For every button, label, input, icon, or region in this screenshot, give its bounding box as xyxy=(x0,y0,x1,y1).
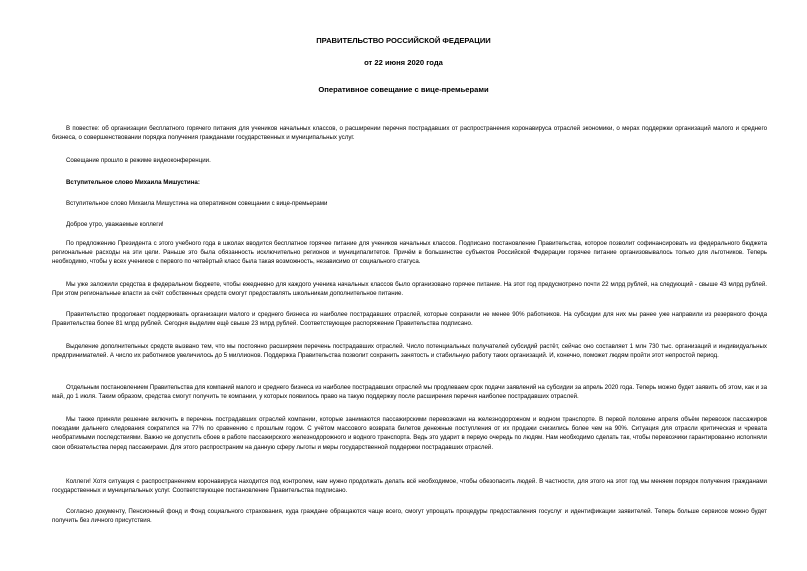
paragraph-format: Совещание прошло в режиме видеоконференции. xyxy=(66,157,211,164)
paragraph-intro-caption: Вступительное слово Михаила Мишустина на оперативном совещании с вице-премьерами xyxy=(66,200,328,207)
document-title: Оперативное совещание с вице-премьерами xyxy=(318,85,489,94)
paragraph-intro-heading: Вступительное слово Михаила Мишустина: xyxy=(66,179,200,186)
paragraph-greeting: Доброе утро, уважаемые коллеги! xyxy=(66,221,164,228)
document-date: от 22 июня 2020 года xyxy=(364,58,443,67)
paragraph-school-meals: По предложению Президента с этого учебного года в школах вводится бесплатное горячее питание для учеников начальных классов. Подписано постановление Правительства, которое позволит софинансировать из федерального бюджета региональные расходы на эти цели. Раньше это была обязанность исключительно регионов и муниципалитетов. Причём в большинстве субъектов Российской Федерации горячее питание организовывалось только для льготников. Теперь необходимо, чтобы у всех учеников с первого по четвёртый класс была такая возможность, независимо от социального статуса. xyxy=(52,240,767,266)
document-org-title: ПРАВИТЕЛЬСТВО РОССИЙСКОЙ ФЕДЕРАЦИИ xyxy=(316,36,491,45)
paragraph-transport: Мы также приняли решение включить в перечень пострадавших отраслей компании, которые занимаются пассажирскими перевозками на железнодорожном и водном транспорте. В первой половине апреля объём перевозок пассажиров поездами дальнего следования сократился на 77% по сравнению с прошлым годом. С учётом массового возврата билетов денежные поступления от их продажи снизились более чем на 90%. Ситуация для отрасли критическая и чревата необратимыми последствиями. Важно не допустить сбоев в работе пассажирского железнодорожного и водного транспорта. Ведь это ударит в первую очередь по людям. Нам необходимо сделать так, чтобы перевозчики гарантированно исполняли свои обязательства перед пассажирами. Для этого распространим на данную сферу льготы и меры государственной поддержки пострадавших отраслей. xyxy=(52,416,767,451)
paragraph-agenda: В повестке: об организации бесплатного горячего питания для учеников начальных классов, о расширении перечня пострадавших от распространения коронавируса отраслей экономики, о мерах поддержки организаций малого и среднего бизнеса, о совершенствовании порядка получения гражданами государственных и муниципальных услуг. xyxy=(52,125,767,142)
paragraph-pension-fund: Согласно документу, Пенсионный фонд и Фонд социального страхования, куда граждане обращаются чаще всего, смогут упрощать процедуры предоставления госуслуг и идентификации заявителей. Теперь больше сервисов можно будет получить без личного присутствия. xyxy=(52,508,767,525)
paragraph-deadline-extension: Отдельным постановлением Правительства для компаний малого и среднего бизнеса из наиболее пострадавших отраслей мы продлеваем срок подачи заявлений на субсидии за апрель 2020 года. Теперь можно будет заявить об этом, как и за май, до 1 июля. Таким образом, средства смогут получить те компании, у которых появилось право на такую поддержку после расширения перечня наиболее пострадавших отраслей. xyxy=(52,384,767,401)
paragraph-public-services: Коллеги! Хотя ситуация с распространением коронавируса находится под контролем, нам нужно продолжать делать всё необходимое, чтобы обезопасить людей. В частности, для этого на этот год мы меняем порядок получения гражданами государственных и муниципальных услуг. Соответствующее постановление Правительства подписано. xyxy=(52,478,767,495)
paragraph-sme-support: Правительство продолжает поддерживать организации малого и среднего бизнеса из наиболее пострадавших отраслей, которые сохранили не менее 90% работников. На субсидии для них мы ранее уже направили из резервного фонда Правительства более 81 млрд рублей. Сегодня выделим ещё свыше 23 млрд рублей. Соответствующее распоряжение Правительства подписано. xyxy=(52,311,767,328)
paragraph-additional-funds: Выделение дополнительных средств вызвано тем, что мы постоянно расширяем перечень пострадавших отраслей. Число потенциальных получателей субсидий растёт, сейчас оно составляет 1 млн 730 тыс. организаций и индивидуальных предпринимателей. А число их работников увеличилось до 5 миллионов. Поддержка Правительства позволит сохранить занятость и стабильную работу таких организаций. И, конечно, поможет людям пройти этот непростой период. xyxy=(52,343,767,360)
paragraph-budget: Мы уже заложили средства в федеральном бюджете, чтобы ежедневно для каждого ученика начальных классов было организовано горячее питание. На этот год предусмотрено почти 22 млрд рублей, на следующий - свыше 43 млрд рублей. При этом региональные власти за счёт собственных средств смогут предоставлять школьникам дополнительное питание. xyxy=(52,281,767,298)
